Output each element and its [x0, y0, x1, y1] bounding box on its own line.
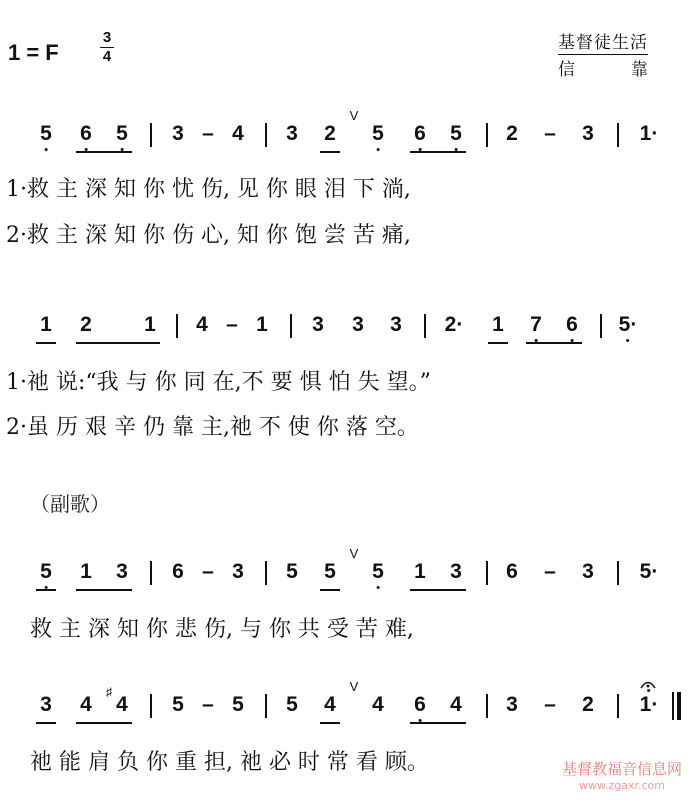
note: 6	[80, 122, 92, 145]
underline	[36, 342, 56, 344]
lyric-line-3: 救 主 深 知 你 悲 伤, 与 你 共 受 苦 难,	[30, 617, 414, 642]
watermark	[562, 758, 682, 792]
underline	[76, 151, 132, 153]
barline	[176, 314, 178, 338]
note: 5	[286, 693, 298, 716]
note: 3	[312, 313, 324, 336]
note: 5·	[639, 560, 659, 583]
note: 2	[582, 693, 594, 716]
note: 1·	[639, 122, 659, 145]
credit-author	[558, 55, 648, 80]
note: 5	[372, 560, 384, 583]
barline	[265, 123, 267, 147]
dash: –	[544, 693, 556, 716]
dash: –	[544, 122, 556, 145]
underline	[320, 151, 340, 153]
note: 5	[450, 122, 462, 145]
underline	[76, 589, 132, 591]
note: 3	[582, 122, 594, 145]
barline	[265, 561, 267, 585]
credit-author-right: 靠	[631, 60, 648, 80]
note: 1	[256, 313, 268, 336]
underline	[526, 342, 582, 344]
note: 3	[390, 313, 402, 336]
underline	[320, 589, 340, 591]
barline	[265, 694, 267, 718]
note: 3	[450, 560, 462, 583]
final-barline-thin	[672, 692, 674, 720]
notation-line-4	[0, 679, 690, 741]
note-with-fermata: 1·	[639, 693, 659, 716]
note: 1	[40, 313, 52, 336]
underline	[76, 722, 132, 724]
underline	[76, 342, 160, 344]
barline	[486, 561, 488, 585]
note: 5·	[618, 313, 638, 336]
note: 4	[324, 693, 336, 716]
note: 4	[116, 693, 128, 716]
notation-line-1	[0, 108, 690, 170]
breath-mark: V	[349, 546, 359, 561]
dash: –	[226, 313, 238, 336]
final-barline-thick	[677, 692, 681, 720]
notation-line-2	[0, 313, 690, 361]
barline	[617, 561, 619, 585]
breath-mark: V	[349, 108, 359, 123]
note: 5	[172, 693, 184, 716]
note: 6	[566, 313, 578, 336]
note: 3	[116, 560, 128, 583]
underline	[488, 342, 508, 344]
watermark-title: 基督教福音信息网	[561, 760, 682, 778]
note: 6	[414, 693, 426, 716]
barline	[486, 123, 488, 147]
note: 4	[232, 122, 244, 145]
note: 3	[232, 560, 244, 583]
note: 6	[506, 560, 518, 583]
note: 4	[372, 693, 384, 716]
note: 1	[80, 560, 92, 583]
note: 5	[286, 560, 298, 583]
note: 6	[414, 122, 426, 145]
lyric-line-4: 祂 能 肩 负 你 重 担, 祂 必 时 常 看 顾。	[30, 750, 429, 775]
underline	[36, 589, 56, 591]
underline	[410, 151, 466, 153]
meter-top: 3	[102, 29, 112, 46]
note: 4	[450, 693, 462, 716]
note: 5	[40, 122, 52, 145]
credits	[558, 28, 648, 80]
note: 6	[172, 560, 184, 583]
barline	[617, 123, 619, 147]
credit-title: 基督徒生活	[558, 28, 648, 55]
note: 5	[372, 122, 384, 145]
barline	[617, 694, 619, 718]
lyric-line-1-verse-2: 2·救 主 深 知 你 伤 心, 知 你 饱 尝 苦 痛,	[6, 223, 411, 248]
dash: –	[202, 693, 214, 716]
dash: –	[202, 560, 214, 583]
note: 1	[144, 313, 156, 336]
lyric-line-2-verse-1: 1·祂 说:“我 与 你 同 在,不 要 惧 怕 失 望。”	[6, 370, 431, 395]
note: 5	[324, 560, 336, 583]
note: 5	[40, 560, 52, 583]
breath-mark: V	[349, 679, 359, 694]
note: 1	[414, 560, 426, 583]
note: 3	[172, 122, 184, 145]
credit-author-left: 信	[558, 60, 575, 80]
barline	[486, 694, 488, 718]
note: 2	[80, 313, 92, 336]
barline	[150, 694, 152, 718]
dash: –	[202, 122, 214, 145]
lyric-line-2-verse-2: 2·虽 历 艰 辛 仍 靠 主,祂 不 使 你 落 空。	[6, 415, 419, 440]
note: 5	[232, 693, 244, 716]
underline	[36, 722, 56, 724]
note: 3	[582, 560, 594, 583]
chorus-label: （副歌）	[30, 492, 110, 516]
underline	[410, 589, 466, 591]
barline	[424, 314, 426, 338]
fermata-icon	[640, 679, 656, 689]
note: 2·	[444, 313, 464, 336]
note: 3	[40, 693, 52, 716]
note: 7	[530, 313, 542, 336]
note: 2	[506, 122, 518, 145]
notation-line-3	[0, 546, 690, 608]
note: 4	[196, 313, 208, 336]
note: 3	[286, 122, 298, 145]
note: 2	[324, 122, 336, 145]
note: 3	[506, 693, 518, 716]
key-signature: 1 = F	[8, 40, 59, 65]
underline	[410, 722, 466, 724]
lyric-line-1-verse-1: 1·救 主 深 知 你 忧 伤, 见 你 眼 泪 下 淌,	[6, 177, 411, 202]
barline	[150, 561, 152, 585]
note: 3	[352, 313, 364, 336]
note: 4	[80, 693, 92, 716]
time-signature	[100, 30, 114, 65]
note: 1	[492, 313, 504, 336]
meter-bottom: 4	[102, 48, 112, 65]
watermark-url: www.zgaxr.com	[578, 779, 665, 792]
barline	[290, 314, 292, 338]
underline	[320, 722, 340, 724]
sharp-sign: ♯	[106, 685, 112, 699]
barline	[150, 123, 152, 147]
dash: –	[544, 560, 556, 583]
note: 5	[116, 122, 128, 145]
barline	[600, 314, 602, 338]
